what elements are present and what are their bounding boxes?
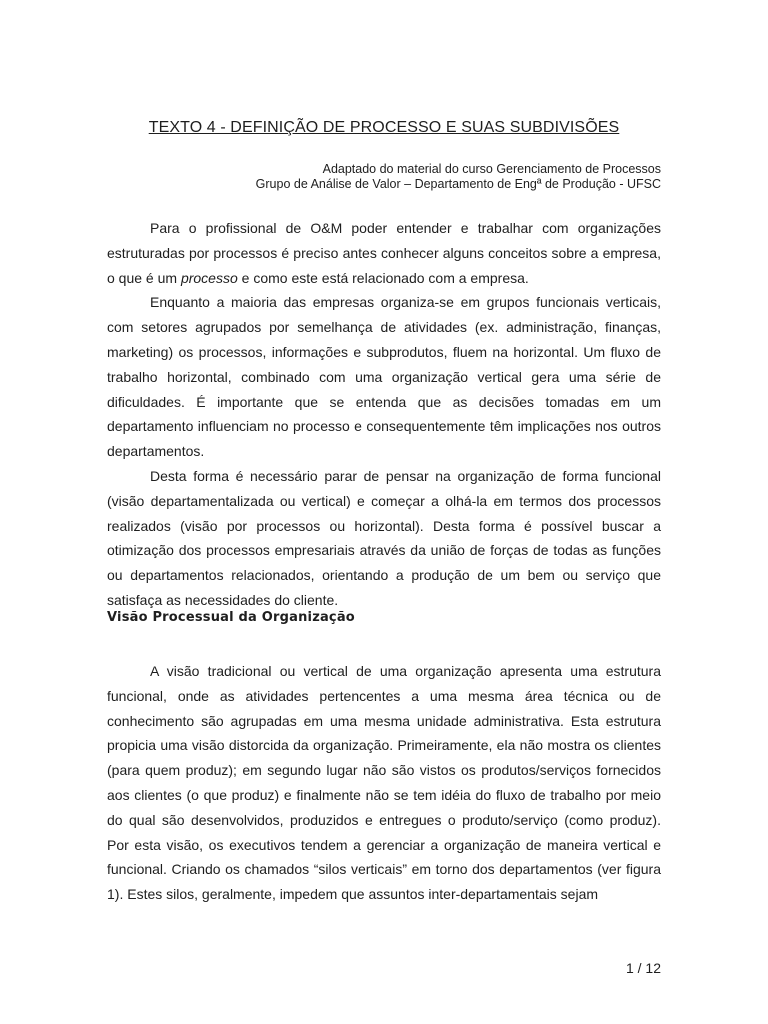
paragraph-traditional-view: A visão tradicional ou vertical de uma organização apresenta uma estrutura funcional, onde as atividades pertencentes a uma mesma área técnica ou de conhecimento são agrupadas em uma mesma unidade administrativa. Esta estrutura propicia uma visão distorcida da organização. Primeiramente, ela não mostra os clientes (para quem produz); em segundo lugar não são vistos os produtos/serviços fornecidos aos clientes (o que produz) e finalmente não se tem idéia do fluxo de trabalho por meio do qual são desenvolvidos, produzidos e entregues o produto/serviço (como produz). Por esta visão, os executivos tendem a gerenciar a organização de maneira vertical e funcional. Criando os chamados “silos verticais” em torno dos departamentos (ver figura 1). Estes silos, geralmente, impedem que assuntos inter-departamentais sejam [107,663,661,903]
emphasis-processo: processo [180,269,238,286]
paragraph-intro-end: e como este está relacionado com a empresa. [237,269,529,286]
source-line-course: Adaptado do material do curso Gerenciamento de Processos [322,162,661,176]
section-heading: Visão Processual da Organização [107,610,355,625]
source-attribution [256,162,661,192]
paragraph-intro [107,216,661,290]
page-number: 1 / 12 [625,960,661,976]
paragraph-functional-groups: Enquanto a maioria das empresas organiza-se em grupos funcionais verticais, com setores agrupados por semelhança de atividades (ex. administração, finanças, marketing) os processos, informações e subprodutos, fluem na horizontal. Um fluxo de trabalho horizontal, combinado com uma organização vertical gera uma série de dificuldades. É importante que se entenda que as decisões tomadas em um departamento influenciam no processo e consequentemente têm implicações nos outros departamentos. [107,294,661,460]
intro-text [107,216,661,613]
source-line-group: Grupo de Análise de Valor – Departamento de Engª de Produção - UFSC [255,177,661,191]
section-text [107,659,661,907]
document-title: TEXTO 4 - DEFINIÇÃO DE PROCESSO E SUAS SUBDIVISÕES [148,119,620,136]
paragraph-process-view: Desta forma é necessário parar de pensar na organização de forma funcional (visão departamentalizada ou vertical) e começar a olhá-la em termos dos processos realizados (visão por processos ou horizontal). Desta forma é possível buscar a otimização dos processos empresariais através da união de forças de todas as funções ou departamentos relacionados, orientando a produção de um bem ou serviço que satisfaça as necessidades do cliente. [107,467,661,608]
paragraph-intro-start: Para o profissional de O&M poder entender e trabalhar com organizações estruturadas por processos é preciso antes conhecer alguns conceitos sobre a empresa, o que é um [107,220,661,286]
